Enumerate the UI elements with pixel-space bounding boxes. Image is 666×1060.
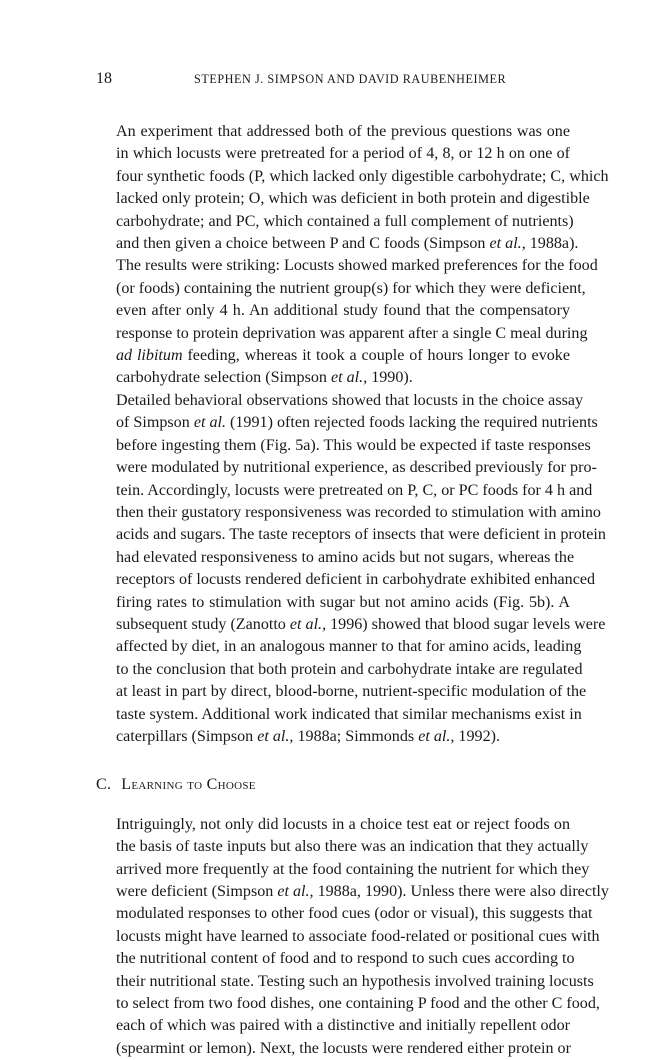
text-line: tein. Accordingly, locusts were pretreated on P, C, or PC foods for 4 h and <box>116 481 593 499</box>
text-line <box>96 726 570 748</box>
text-line: the basis of taste inputs but also there was an indication that they actually <box>116 838 589 856</box>
section-title: Learning to Choose <box>121 776 256 794</box>
text-run: and then given a choice between P and C foods (Simpson <box>116 235 490 253</box>
text-run: subsequent study (Zanotto <box>116 615 290 633</box>
text-line: firing rates to stimulation with sugar but not amino acids (Fig. 5b). A <box>116 593 570 611</box>
text-line <box>96 345 570 367</box>
citation-et-al: et al. <box>193 414 226 432</box>
paragraph <box>96 814 609 1060</box>
text-line <box>96 412 598 434</box>
text-line: before ingesting them (Fig. 5a). This would be expected if taste responses <box>116 436 591 454</box>
text-line: to the conclusion that both protein and carbohydrate intake are regulated <box>116 660 583 678</box>
text-line: modulated responses to other food cues (odor or visual), this suggests that <box>116 905 593 923</box>
text-line: carbohydrate; and PC, which contained a full complement of nutrients) <box>116 212 574 230</box>
citation-et-al: et al., <box>489 235 526 253</box>
text-line: locusts might have learned to associate food-related or positional cues with <box>116 927 600 945</box>
text-line: (or foods) containing the nutrient group(s) for which they were deficient, <box>116 279 586 297</box>
citation-et-al: et al., <box>277 883 314 900</box>
text-line: then their gustatory responsiveness was recorded to stimulation with amino <box>116 503 601 521</box>
text-line <box>96 881 609 903</box>
citation-et-al: et al., <box>289 615 327 633</box>
paragraph <box>96 121 609 390</box>
text-line: acids and sugars. The taste receptors of insects that were deficient in protein <box>116 526 606 544</box>
text-line: to select from two food dishes, one containing P food and the other C food, <box>116 995 600 1013</box>
running-header-authors: STEPHEN J. SIMPSON AND DAVID RAUBENHEIMER <box>194 72 507 86</box>
text-line: had elevated responsiveness to amino acids but not sugars, whereas the <box>116 548 575 566</box>
text-run: were deficient (Simpson <box>116 883 278 900</box>
text-line: The results were striking: Locusts showed marked preferences for the food <box>116 257 598 275</box>
section-label: C. <box>96 776 112 794</box>
text-run: 1988a, 1990). Unless there were also directly <box>313 883 609 900</box>
ad-libitum-term: ad libitum <box>116 347 183 365</box>
text-run: feeding, whereas it took a couple of hours longer to evoke <box>182 347 570 365</box>
text-line: (spearmint or lemon). Next, the locusts were rendered either protein or <box>116 1039 571 1057</box>
text-line: four synthetic foods (P, which lacked only digestible carbohydrate; C, which <box>116 167 609 185</box>
page-number: 18 <box>96 70 112 87</box>
text-line: at least in part by direct, blood-borne, nutrient-specific modulation of the <box>116 683 587 701</box>
citation-et-al: et al., <box>418 727 455 745</box>
text-line: An experiment that addressed both of the previous questions was one <box>116 123 570 140</box>
text-line: taste system. Additional work indicated that similar mechanisms exist in <box>116 705 582 723</box>
citation-et-al: et al., <box>257 727 294 745</box>
text-line: Detailed behavioral observations showed that locusts in the choice assay <box>116 391 584 409</box>
text-line: each of which was paired with a distinctive and initially repellent odor <box>116 1017 570 1035</box>
text-line: Intriguingly, not only did locusts in a choice test eat or reject foods on <box>116 815 570 833</box>
text-line: receptors of locusts rendered deficient in carbohydrate exhibited enhanced <box>116 571 596 589</box>
text-line <box>96 233 579 255</box>
text-line: arrived more frequently at the food containing the nutrient for which they <box>116 860 590 878</box>
text-line: even after only 4 h. An additional study found that the compensatory <box>116 302 570 320</box>
text-line: in which locusts were pretreated for a period of 4, 8, or 12 h on one of <box>116 145 570 163</box>
text-run: of Simpson <box>116 414 194 432</box>
text-run: carbohydrate selection (Simpson <box>116 369 331 387</box>
text-run: 1988a). <box>525 235 579 253</box>
text-line: the nutritional content of food and to respond to such cues according to <box>116 950 575 968</box>
text-run: caterpillars (Simpson <box>116 727 258 745</box>
text-line: response to protein deprivation was apparent after a single C meal during <box>116 324 588 342</box>
text-line: their nutritional state. Testing such an hypothesis involved training locusts <box>116 972 594 990</box>
citation-et-al: et al., <box>330 369 368 387</box>
text-run: (1991) often rejected foods lacking the required nutrients <box>226 414 598 432</box>
paragraph <box>96 390 606 749</box>
text-run: 1988a; Simmonds <box>293 727 419 745</box>
section-heading <box>96 774 570 796</box>
text-line: affected by diet, in an analogous manner to that for amino acids, leading <box>116 638 582 656</box>
text-run: 1996) showed that blood sugar levels were <box>326 615 606 633</box>
text-line <box>96 367 570 389</box>
body-text <box>96 121 609 1060</box>
text-line: were modulated by nutritional experience, as described previously for pro- <box>116 459 597 477</box>
text-run: 1992). <box>454 727 500 745</box>
text-line <box>96 614 606 636</box>
running-header <box>96 70 570 92</box>
text-run: 1990). <box>367 369 413 387</box>
text-line: lacked only protein; O, which was deficient in both protein and digestible <box>116 190 590 208</box>
